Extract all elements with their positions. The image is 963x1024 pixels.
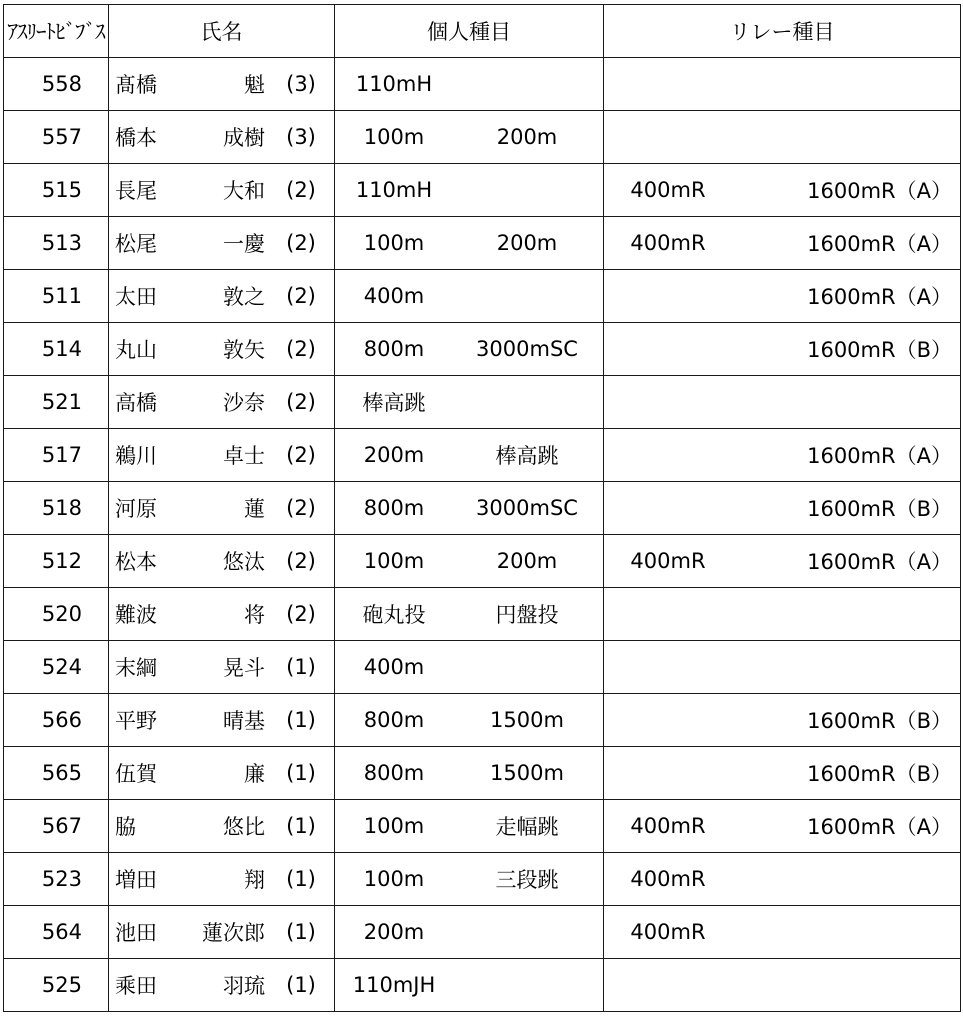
table-row xyxy=(4,694,961,747)
bib-number: 513 xyxy=(4,217,109,270)
individual-event-2: 棒高跳 xyxy=(495,444,559,468)
bib-number: 514 xyxy=(4,323,109,376)
individual-event-1: 200m xyxy=(363,443,425,467)
table-row xyxy=(4,853,961,906)
athlete-name-cell xyxy=(109,694,335,747)
individual-event-1: 100m xyxy=(363,814,425,838)
bib-number: 518 xyxy=(4,482,109,535)
relay-event-2: 1600mR（B） xyxy=(807,709,952,733)
bib-number: 567 xyxy=(4,800,109,853)
table-row xyxy=(4,959,961,1012)
individual-event-2: 200m xyxy=(496,231,558,255)
relay-events-cell xyxy=(604,853,961,906)
bib-number: 565 xyxy=(4,747,109,800)
bib-number: 515 xyxy=(4,164,109,217)
individual-event-1: 110mJH xyxy=(352,973,436,997)
athlete-given-name: 廉 xyxy=(244,762,265,786)
individual-event-1: 400m xyxy=(363,284,425,308)
athlete-grade: (1) xyxy=(286,655,316,679)
individual-events-cell xyxy=(335,535,604,588)
athlete-grade: (2) xyxy=(286,496,316,520)
individual-events-cell xyxy=(335,694,604,747)
athlete-name-cell xyxy=(109,217,335,270)
athlete-surname: 高橋 xyxy=(115,391,157,415)
relay-event-2: 1600mR（B） xyxy=(807,338,952,362)
header-row xyxy=(4,5,961,58)
athlete-given-name: 魁 xyxy=(244,73,265,97)
athlete-given-name: 将 xyxy=(244,603,265,627)
relay-events-cell xyxy=(604,323,961,376)
athlete-surname: 乘田 xyxy=(115,974,157,998)
table-row xyxy=(4,270,961,323)
table-row xyxy=(4,747,961,800)
bib-number: 557 xyxy=(4,111,109,164)
individual-events-cell xyxy=(335,959,604,1012)
table-row xyxy=(4,323,961,376)
bib-number: 566 xyxy=(4,694,109,747)
individual-events-cell xyxy=(335,641,604,694)
athlete-name-cell xyxy=(109,111,335,164)
athlete-grade: (3) xyxy=(286,72,316,96)
table-row xyxy=(4,164,961,217)
individual-event-1: 400m xyxy=(363,655,425,679)
athlete-surname: 難波 xyxy=(115,603,157,627)
individual-event-2: 円盤投 xyxy=(495,603,559,627)
athlete-grade: (2) xyxy=(286,443,316,467)
athlete-surname: 伍賀 xyxy=(115,762,157,786)
relay-events-cell xyxy=(604,800,961,853)
athlete-name-cell xyxy=(109,800,335,853)
athlete-surname: 長尾 xyxy=(115,179,157,203)
athlete-surname: 脇 xyxy=(115,815,136,839)
individual-events-cell xyxy=(335,588,604,641)
relay-events-cell xyxy=(604,906,961,959)
relay-event-2: 1600mR（A） xyxy=(807,815,952,839)
table-body xyxy=(4,58,961,1012)
table-row xyxy=(4,800,961,853)
individual-events-cell xyxy=(335,800,604,853)
athlete-grade: (2) xyxy=(286,231,316,255)
athlete-grade: (1) xyxy=(286,708,316,732)
relay-event-2: 1600mR（A） xyxy=(807,444,952,468)
athlete-name-cell xyxy=(109,58,335,111)
athlete-given-name: 悠比 xyxy=(223,815,265,839)
relay-events-cell xyxy=(604,959,961,1012)
athlete-grade: (1) xyxy=(286,973,316,997)
individual-event-2: 3000mSC xyxy=(476,496,578,520)
relay-event-2: 1600mR（B） xyxy=(807,762,952,786)
individual-event-1: 800m xyxy=(363,708,425,732)
relay-events-cell xyxy=(604,270,961,323)
header-individual-events: 個人種目 xyxy=(335,5,604,58)
individual-event-2: 三段跳 xyxy=(495,868,559,892)
individual-event-1: 200m xyxy=(363,920,425,944)
relay-event-1: 400mR xyxy=(630,867,706,891)
table-row xyxy=(4,482,961,535)
relay-event-1: 400mR xyxy=(630,549,706,573)
table-row xyxy=(4,376,961,429)
athlete-surname: 池田 xyxy=(115,921,157,945)
individual-events-cell xyxy=(335,270,604,323)
relay-event-2: 1600mR（A） xyxy=(807,285,952,309)
header-bib: ｱｽﾘｰﾄﾋﾞﾌﾞｽ xyxy=(4,5,109,58)
athlete-surname: 太田 xyxy=(115,285,157,309)
relay-event-1: 400mR xyxy=(630,814,706,838)
relay-event-2: 1600mR（A） xyxy=(807,179,952,203)
table-row xyxy=(4,906,961,959)
header-name: 氏名 xyxy=(109,5,335,58)
athlete-surname: 末綱 xyxy=(115,656,157,680)
athlete-name-cell xyxy=(109,429,335,482)
individual-event-1: 110mH xyxy=(355,72,433,96)
athlete-grade: (2) xyxy=(286,549,316,573)
athlete-name-cell xyxy=(109,588,335,641)
athlete-surname: 増田 xyxy=(115,868,157,892)
athlete-grade: (2) xyxy=(286,284,316,308)
individual-event-1: 100m xyxy=(363,867,425,891)
relay-events-cell xyxy=(604,588,961,641)
relay-events-cell xyxy=(604,164,961,217)
athlete-grade: (1) xyxy=(286,761,316,785)
relay-events-cell xyxy=(604,641,961,694)
athlete-surname: 平野 xyxy=(115,709,157,733)
individual-events-cell xyxy=(335,58,604,111)
individual-event-2: 1500m xyxy=(490,708,564,732)
individual-events-cell xyxy=(335,906,604,959)
individual-event-2: 200m xyxy=(496,549,558,573)
individual-event-2: 走幅跳 xyxy=(495,815,559,839)
athlete-given-name: 成樹 xyxy=(223,126,265,150)
athlete-surname: 松本 xyxy=(115,550,157,574)
athlete-given-name: 蓮次郎 xyxy=(202,921,265,945)
individual-events-cell xyxy=(335,217,604,270)
individual-events-cell xyxy=(335,323,604,376)
bib-number: 564 xyxy=(4,906,109,959)
athlete-given-name: 敦矢 xyxy=(223,338,265,362)
individual-events-cell xyxy=(335,853,604,906)
athlete-given-name: 晃斗 xyxy=(223,656,265,680)
relay-event-2: 1600mR（B） xyxy=(807,497,952,521)
athlete-grade: (2) xyxy=(286,337,316,361)
athlete-grade: (2) xyxy=(286,178,316,202)
bib-number: 511 xyxy=(4,270,109,323)
entry-table xyxy=(3,4,961,1012)
individual-events-cell xyxy=(335,482,604,535)
individual-event-1: 110mH xyxy=(355,178,433,202)
table-row xyxy=(4,641,961,694)
individual-event-1: 100m xyxy=(363,125,425,149)
athlete-surname: 髙橋 xyxy=(115,73,157,97)
athlete-name-cell xyxy=(109,482,335,535)
bib-number: 517 xyxy=(4,429,109,482)
athlete-grade: (2) xyxy=(286,390,316,414)
athlete-given-name: 沙奈 xyxy=(223,391,265,415)
table-row xyxy=(4,588,961,641)
athlete-name-cell xyxy=(109,323,335,376)
individual-events-cell xyxy=(335,111,604,164)
table-row xyxy=(4,429,961,482)
relay-events-cell xyxy=(604,535,961,588)
individual-events-cell xyxy=(335,747,604,800)
athlete-name-cell xyxy=(109,853,335,906)
athlete-name-cell xyxy=(109,959,335,1012)
relay-event-2: 1600mR（A） xyxy=(807,550,952,574)
relay-event-1: 400mR xyxy=(630,231,706,255)
athlete-surname: 橋本 xyxy=(115,126,157,150)
athlete-grade: (2) xyxy=(286,602,316,626)
individual-event-1: 800m xyxy=(363,337,425,361)
athlete-name-cell xyxy=(109,906,335,959)
relay-events-cell xyxy=(604,217,961,270)
athlete-given-name: 敦之 xyxy=(223,285,265,309)
individual-event-1: 棒高跳 xyxy=(362,391,426,415)
bib-number: 525 xyxy=(4,959,109,1012)
table-row xyxy=(4,111,961,164)
relay-events-cell xyxy=(604,694,961,747)
athlete-surname: 松尾 xyxy=(115,232,157,256)
relay-events-cell xyxy=(604,482,961,535)
athlete-name-cell xyxy=(109,535,335,588)
relay-events-cell xyxy=(604,111,961,164)
table-row xyxy=(4,58,961,111)
athlete-given-name: 翔 xyxy=(244,868,265,892)
individual-events-cell xyxy=(335,376,604,429)
athlete-given-name: 蓮 xyxy=(244,497,265,521)
athlete-name-cell xyxy=(109,164,335,217)
athlete-name-cell xyxy=(109,376,335,429)
individual-event-1: 100m xyxy=(363,549,425,573)
athlete-given-name: 大和 xyxy=(223,179,265,203)
athlete-given-name: 羽琉 xyxy=(223,974,265,998)
relay-event-1: 400mR xyxy=(630,178,706,202)
relay-events-cell xyxy=(604,376,961,429)
relay-events-cell xyxy=(604,58,961,111)
bib-number: 520 xyxy=(4,588,109,641)
relay-events-cell xyxy=(604,747,961,800)
bib-number: 523 xyxy=(4,853,109,906)
athlete-grade: (1) xyxy=(286,814,316,838)
individual-event-2: 3000mSC xyxy=(476,337,578,361)
athlete-given-name: 卓士 xyxy=(223,444,265,468)
athlete-given-name: 晴基 xyxy=(223,709,265,733)
bib-number: 524 xyxy=(4,641,109,694)
athlete-given-name: 一慶 xyxy=(223,232,265,256)
athlete-name-cell xyxy=(109,641,335,694)
table-row xyxy=(4,217,961,270)
athlete-name-cell xyxy=(109,270,335,323)
header-relay-events: リレー種目 xyxy=(604,5,961,58)
athlete-grade: (1) xyxy=(286,920,316,944)
individual-event-1: 800m xyxy=(363,761,425,785)
athlete-given-name: 悠汰 xyxy=(223,550,265,574)
athlete-surname: 丸山 xyxy=(115,338,157,362)
athlete-surname: 鵜川 xyxy=(115,444,157,468)
individual-event-1: 800m xyxy=(363,496,425,520)
relay-event-1: 400mR xyxy=(630,920,706,944)
individual-event-2: 1500m xyxy=(490,761,564,785)
individual-events-cell xyxy=(335,429,604,482)
individual-event-1: 100m xyxy=(363,231,425,255)
individual-event-2: 200m xyxy=(496,125,558,149)
table-row xyxy=(4,535,961,588)
bib-number: 558 xyxy=(4,58,109,111)
athlete-grade: (3) xyxy=(286,125,316,149)
athlete-surname: 河原 xyxy=(115,497,157,521)
relay-events-cell xyxy=(604,429,961,482)
athlete-grade: (1) xyxy=(286,867,316,891)
individual-event-1: 砲丸投 xyxy=(362,603,426,627)
athlete-name-cell xyxy=(109,747,335,800)
relay-event-2: 1600mR（A） xyxy=(807,232,952,256)
bib-number: 521 xyxy=(4,376,109,429)
individual-events-cell xyxy=(335,164,604,217)
bib-number: 512 xyxy=(4,535,109,588)
